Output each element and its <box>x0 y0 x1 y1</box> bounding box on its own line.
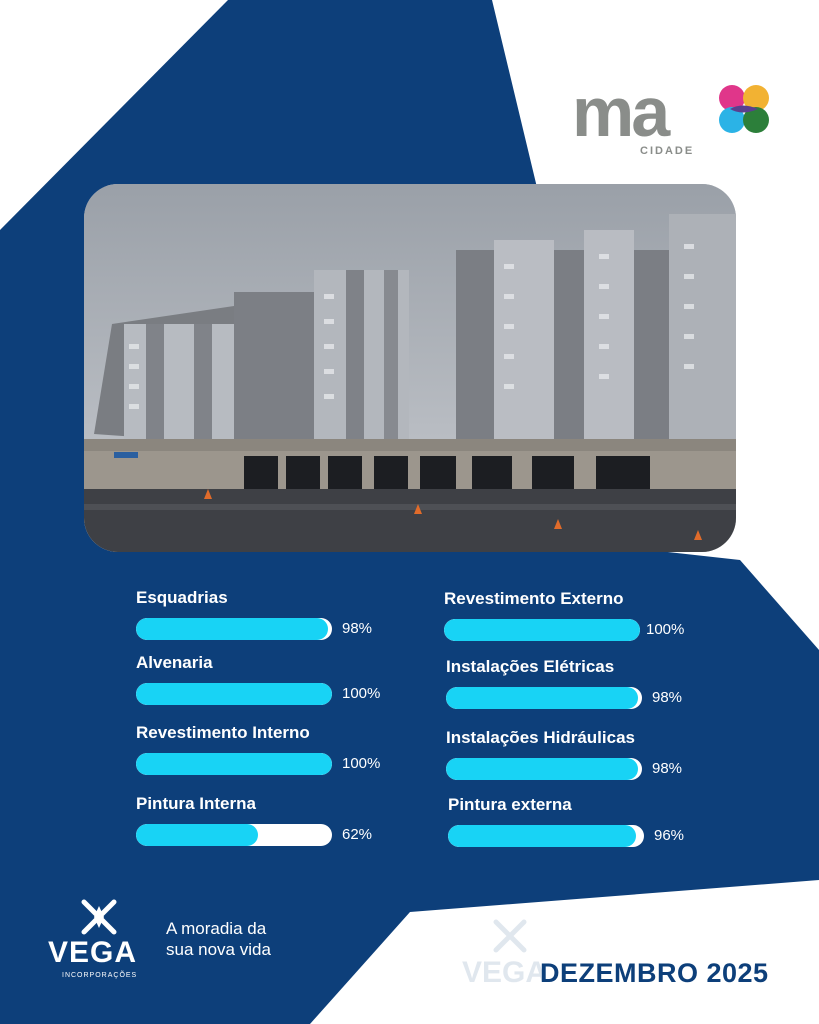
progress-track <box>136 753 332 775</box>
progress-label: Instalações Hidráulicas <box>446 728 635 747</box>
progress-track <box>446 758 642 780</box>
logo-sub-text: CIDADE <box>640 145 695 157</box>
progress-fill <box>136 753 332 775</box>
report-date: DEZEMBRO 2025 <box>540 958 769 988</box>
progress-track <box>448 825 644 847</box>
progress-percent: 100% <box>646 621 685 638</box>
progress-fill <box>446 758 638 780</box>
progress-percent: 100% <box>342 685 381 702</box>
progress-percent: 100% <box>342 755 381 772</box>
construction-photo <box>84 184 736 552</box>
progress-fill <box>448 825 636 847</box>
progress-label: Instalações Elétricas <box>446 657 615 676</box>
tagline <box>166 918 326 960</box>
progress-track <box>136 824 332 846</box>
progress-percent: 96% <box>654 827 685 844</box>
progress-label: Alvenaria <box>136 653 213 672</box>
progress-fill <box>136 683 332 705</box>
progress-fill <box>136 824 258 846</box>
progress-label: Revestimento Interno <box>136 723 310 742</box>
progress-percent: 62% <box>342 826 373 843</box>
progress-fill <box>446 687 638 709</box>
progress-label: Pintura externa <box>448 795 572 814</box>
tagline-line-1: A moradia da <box>166 919 267 938</box>
progress-percent: 98% <box>652 760 683 777</box>
watermark-text: VEGA <box>462 956 548 989</box>
progress-label: Revestimento Externo <box>444 589 624 608</box>
progress-label: Pintura Interna <box>136 794 256 813</box>
progress-fill <box>444 619 640 641</box>
progress-percent: 98% <box>652 689 683 706</box>
progress-label: Esquadrias <box>136 588 228 607</box>
progress-track <box>444 619 640 641</box>
progress-percent: 98% <box>342 620 373 637</box>
vega-logo <box>44 898 154 982</box>
progress-track <box>136 683 332 705</box>
progress-track <box>136 618 332 640</box>
tagline-line-2: sua nova vida <box>166 940 271 959</box>
progress-fill <box>136 618 328 640</box>
progress-track <box>446 687 642 709</box>
svg-text:ma: ma <box>572 78 668 151</box>
vega-name: VEGA <box>48 936 138 969</box>
max-cidade-logo <box>572 78 772 158</box>
vega-sub: INCORPORAÇÕES <box>62 972 138 979</box>
